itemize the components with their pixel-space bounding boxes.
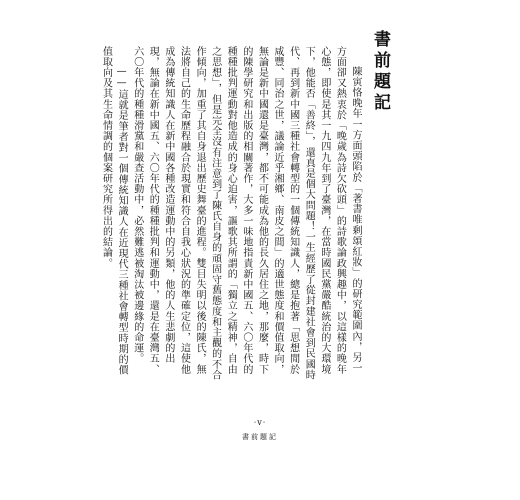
body-paragraph: ——這就是筆者對一個傳統知識人在近現代三種社會轉型時期的價值取向及其生命情調的個案研究所得出的結論。 xyxy=(100,46,128,376)
running-footer: 書前題記 xyxy=(242,433,278,441)
body-text xyxy=(100,46,363,382)
page-heading: 書前題記 xyxy=(370,30,390,114)
body-paragraph: 陳寅恪晚年一方面頭陷於「著書唯剩頌紅妝」的研究範圍內，另一方面卻又熱衷於「晚歲為詩欠砍頭」的詩歌論政興趣中，以這樣的晚年心態，即使是其一九四九年到了臺灣，在當時國民黨嚴酷統治的大環境下，他能否「善終」，還真是個大問題！一生經歷了從封建社會到民國時代、再到新中國三種社會轉型的一個傳統知識人，總是抱著「思想閒於咸豐、同治之世，議論近乎湘鄉、南皮之間」的適世態度和價值取向，無論是新中國還是臺灣，都不可能成為他的長久居住之地，那麼，時下的陳學研究和出版的相關著作，大多一味地指責新中國五、六〇年代的種種批判運動對他造成的身心迫害，謳歌其所謂的「獨立之精神，自由之思想」，但是完全沒有注意到了陳氏自身的頑固守舊態度和主觀的不合作傾向，加重了其自身退出歷史舞臺的進程。雙目失明以後的陳氏，無法將自己的生命歷程融合於現實和符合自我心狀況的準確定位，這使他成為傳統知識人在新中國各種改造運動中的另類，他的人生悲劇的出現，無論在新中國五、六〇年代的種種批判和運動中，還是在臺灣五、六〇年代的種種滑黨和嚴查活動中，必然難逃被淘汰被邊緣的命運。 xyxy=(131,46,361,381)
page-number: ‧v‧ xyxy=(253,418,267,427)
